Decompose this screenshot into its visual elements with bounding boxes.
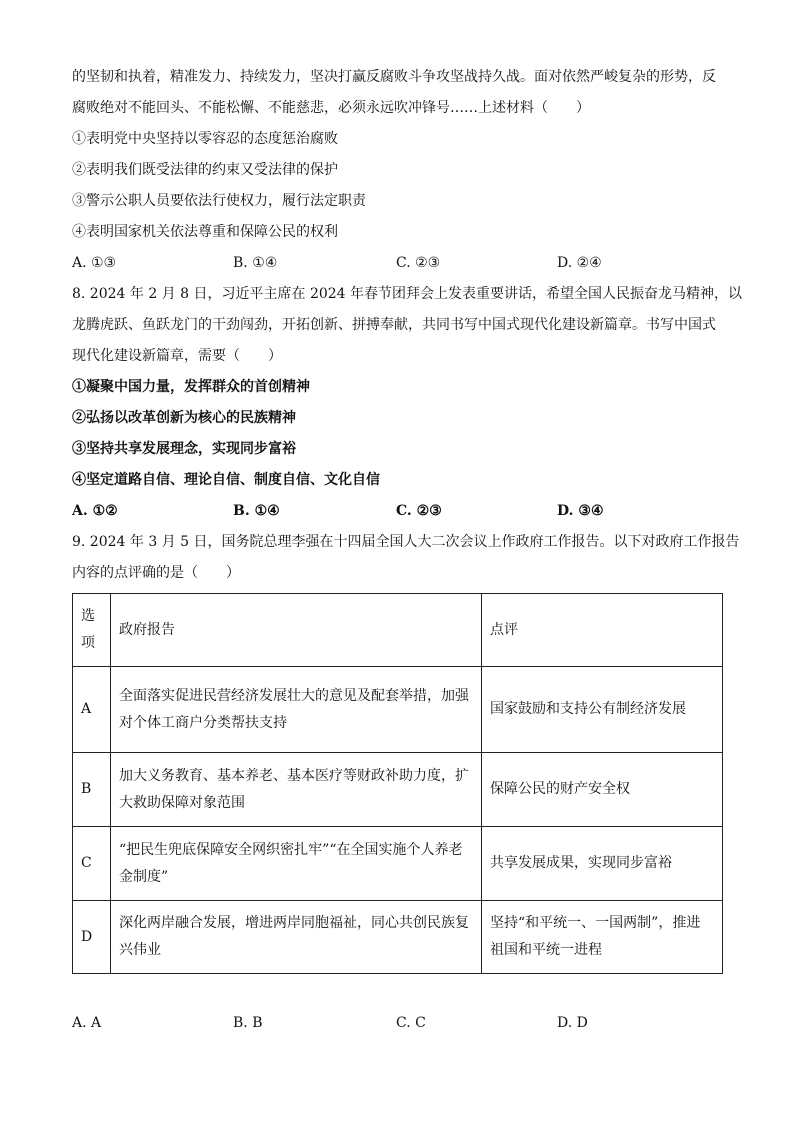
table-cell-comment: 国家鼓励和支持公有制经济发展 — [482, 667, 723, 753]
table-cell-comment: 共享发展成果，实现同步富裕 — [482, 827, 723, 901]
question-9-stem-line-2: 内容的点评确的是（ ） — [72, 565, 240, 581]
table-row — [73, 753, 723, 827]
table-row — [73, 667, 723, 753]
table-header-row — [73, 594, 723, 667]
table-cell-option: A — [73, 667, 111, 753]
question-8-item-4: ④坚定道路自信、理论自信、制度自信、文化自信 — [72, 472, 380, 488]
question-9-stem-line-1: 9. 2024 年 3 月 5 日，国务院总理李强在十四届全国人大二次会议上作政府工作报告。以下对政府工作报告 — [72, 534, 740, 550]
table-cell-report: 全面落实促进民营经济发展壮大的意见及配套举措，加强对个体工商户分类帮扶支持 — [111, 667, 482, 753]
question-8 — [72, 279, 743, 527]
question-7-item-4: ④表明国家机关依法尊重和保障公民的权利 — [72, 224, 338, 240]
question-8-stem-line-1: 8. 2024 年 2 月 8 日，习近平主席在 2024 年春节团拜会上发表重要讲话，希望全国人民振奋龙马精神，以 — [72, 286, 743, 302]
question-7-choice-c[interactable]: C. ②③ — [396, 255, 441, 271]
question-7 — [72, 62, 724, 279]
question-8-stem-line-2: 龙腾虎跃、鱼跃龙门的干劲闯劲，开拓创新、拼搏奉献，共同书写中国式现代化建设新篇章。书写中国式 — [72, 317, 716, 333]
question-7-stem-line-2: 腐败绝对不能回头、不能松懈、不能慈悲，必须永远吹冲锋号……上述材料（ ） — [72, 100, 590, 116]
table-cell-report: 加大义务教育、基本养老、基本医疗等财政补助力度，扩大救助保障对象范围 — [111, 753, 482, 827]
question-8-choice-c[interactable]: C. ②③ — [396, 503, 442, 519]
table-row — [73, 827, 723, 901]
question-7-item-1: ①表明党中央坚持以零容忍的态度惩治腐败 — [72, 131, 338, 147]
table-cell-option: D — [73, 901, 111, 974]
table-header-option: 选项 — [73, 594, 111, 667]
question-8-choice-a[interactable]: A. ①② — [72, 503, 118, 519]
question-7-choice-a[interactable]: A. ①③ — [72, 255, 117, 271]
question-9-choices — [72, 1008, 724, 1039]
question-9-choice-b[interactable]: B. B — [233, 1015, 263, 1031]
question-8-choice-d[interactable]: D. ③④ — [557, 503, 604, 519]
table-header-comment: 点评 — [482, 594, 723, 667]
question-9-choice-d[interactable]: D. D — [557, 1015, 588, 1031]
question-8-choice-b[interactable]: B. ①④ — [233, 503, 280, 519]
question-8-item-2: ②弘扬以改革创新为核心的民族精神 — [72, 410, 296, 426]
question-7-choices — [72, 248, 724, 279]
table-cell-report: “把民生兜底保障安全网织密扎牢”“在全国实施个人养老金制度” — [111, 827, 482, 901]
table-header-report: 政府报告 — [111, 594, 482, 667]
question-7-item-3: ③警示公职人员要依法行使权力，履行法定职责 — [72, 193, 366, 209]
question-9-choice-c[interactable]: C. C — [396, 1015, 426, 1031]
question-9-choice-a[interactable]: A. A — [72, 1015, 102, 1031]
table-cell-option: C — [73, 827, 111, 901]
question-9 — [72, 527, 740, 1039]
question-8-stem-line-3: 现代化建设新篇章，需要（ ） — [72, 348, 282, 364]
table-cell-comment: 坚持“和平统一、一国两制”，推进祖国和平统一进程 — [482, 901, 723, 974]
question-7-item-2: ②表明我们既受法律的约束又受法律的保护 — [72, 162, 338, 178]
table-cell-option: B — [73, 753, 111, 827]
exam-page-content — [72, 62, 743, 1039]
table-cell-comment: 保障公民的财产安全权 — [482, 753, 723, 827]
table-row — [73, 901, 723, 974]
question-7-stem-line-1: 的坚韧和执着，精准发力、持续发力，坚决打赢反腐败斗争攻坚战持久战。面对依然严峻复杂的形势，反 — [72, 69, 716, 85]
question-8-choices — [72, 496, 724, 527]
question-9-table — [72, 593, 723, 974]
question-7-choice-d[interactable]: D. ②④ — [557, 255, 602, 271]
question-8-item-3: ③坚持共享发展理念，实现同步富裕 — [72, 441, 296, 457]
question-8-item-1: ①凝聚中国力量，发挥群众的首创精神 — [72, 379, 310, 395]
table-cell-report: 深化两岸融合发展，增进两岸同胞福祉，同心共创民族复兴伟业 — [111, 901, 482, 974]
question-7-choice-b[interactable]: B. ①④ — [233, 255, 278, 271]
